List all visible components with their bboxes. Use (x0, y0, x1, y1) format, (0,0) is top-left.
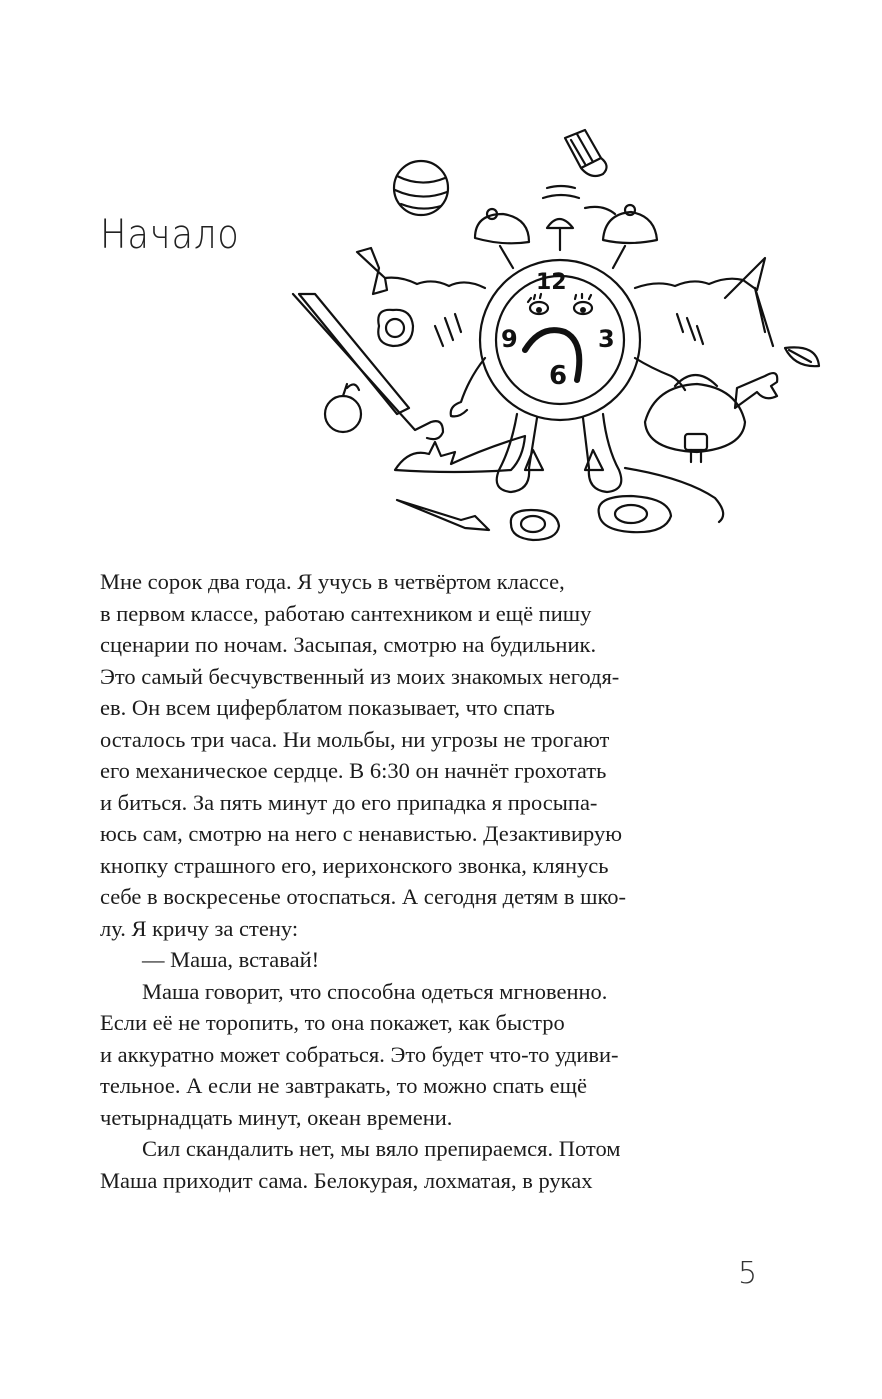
text-line: Мне сорок два года. Я учусь в четвёртом классе, (100, 569, 565, 594)
paragraph-start: Маша говорит, что способна одеться мгновенно. (142, 978, 608, 1004)
text-line: Это самый бесчувственный из моих знакомых негодя- (100, 663, 620, 689)
text-line: четырнадцать минут, океан времени. (100, 1104, 453, 1130)
text-line: кнопку страшного его, иерихонского звонка, клянусь (100, 852, 609, 878)
handbag-icon (645, 375, 745, 462)
alarm-clock-illustration (285, 118, 825, 558)
text-line: в первом классе, работаю сантехником и ещё пишу (100, 600, 592, 626)
bow-left-icon (357, 248, 387, 294)
text-line: Маша приходит сама. Белокурая, лохматая, в руках (100, 1167, 593, 1193)
text-line: юсь сам, смотрю на него с ненавистью. Дезактивирую (100, 821, 623, 846)
text-line: себе в воскресенье отоспаться. А сегодня детям в шко- (100, 884, 626, 909)
paragraph-start: Сил скандалить нет, мы вяло препираемся. Потом (142, 1136, 621, 1161)
alarm-clock-drawing (285, 118, 825, 558)
text-line: его механическое сердце. В 6:30 он начнёт грохотать (100, 758, 607, 783)
clock-number-9: 9 (501, 325, 518, 353)
bell-knob-top (547, 219, 573, 250)
fried-egg-icon-bottom-left (511, 510, 559, 540)
text-line: лу. Я кричу за стену: (100, 915, 299, 941)
clock-arm-left (451, 358, 485, 416)
ring-lines (543, 186, 615, 214)
braid-right (635, 279, 743, 288)
wrench-icon (735, 373, 777, 408)
text-line: ев. Он всем циферблатом показывает, что спать (100, 695, 555, 720)
shuttlecock-icon (565, 130, 607, 176)
body-text (100, 566, 740, 1196)
fried-egg-icon-bottom-right (599, 496, 671, 532)
ball-icon (394, 161, 448, 215)
clock-number-3: 3 (598, 325, 615, 353)
shake-lines-right (677, 314, 703, 344)
text-line: и аккуратно может собраться. Это будет что-то удиви- (100, 1041, 619, 1067)
shake-lines-left (435, 314, 461, 346)
clock-eyes (528, 294, 592, 314)
fried-egg-icon-left (378, 310, 413, 346)
clock-number-12: 12 (536, 270, 567, 295)
braid-left (385, 278, 485, 288)
text-line: Если её не торопить, то она покажет, как быстро (100, 1010, 565, 1035)
text-line: сценарии по ночам. Засыпая, смотрю на будильник. (100, 632, 597, 657)
orange-slice-icon (785, 347, 819, 366)
text-line: осталось три часа. Ни мольбы, ни угрозы не трогают (100, 726, 610, 752)
text-line: и биться. За пять минут до его припадка я просыпа- (100, 789, 598, 815)
bell-icon-right (603, 205, 657, 268)
bow-right-icon (725, 258, 773, 346)
dialogue-line: — Маша, вставай! (142, 947, 320, 972)
umbrella-icon (293, 294, 443, 439)
cat-tail (625, 468, 723, 522)
chapter-title: Начало (100, 212, 240, 258)
shoe-bows (525, 450, 603, 470)
clock-leg-right (583, 414, 621, 492)
clock-number-6: 6 (549, 361, 568, 391)
text-line: тельное. А если не завтракать, то можно спать ещё (100, 1073, 587, 1098)
fork-icon (397, 500, 489, 530)
page-number: 5 (738, 1256, 758, 1291)
bell-icon-left (475, 209, 529, 268)
apple-icon (325, 384, 361, 432)
clock-arm-right (635, 358, 685, 390)
